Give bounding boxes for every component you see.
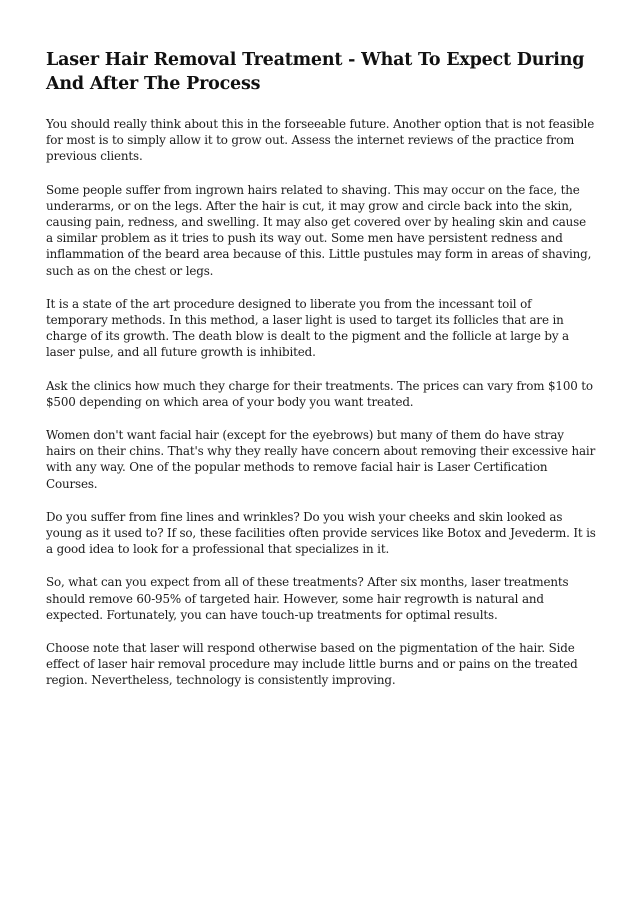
document-page [46,48,596,706]
paragraph: Some people suffer from ingrown hairs related to shaving. This may occur on the face, the underarms, or on the legs. After the hair is cut, it may grow and circle back into the skin, causing pain, redness, and swelling. It may also get covered over by healing skin and cause a similar problem as it tries to push its way out. Some men have persistent redness and inflammation of the beard area because of this. Little pustules may form in areas of shaving, such as on the chest or legs. [46,182,592,278]
paragraph: Choose note that laser will respond otherwise based on the pigmentation of the hair. Side effect of laser hair removal procedure may include little burns and or pains on the treated region. Nevertheless, technology is consistently improving. [46,641,578,688]
document-title: Laser Hair Removal Treatment - What To Expect During And After The Process [46,50,585,94]
paragraph: Do you suffer from fine lines and wrinkles? Do you wish your cheeks and skin looked as young as it used to? If so, these facilities often provide services like Botox and Jevederm. It is a good idea to look for a professional that specializes in it. [46,509,596,557]
paragraph: So, what can you expect from all of these treatments? After six months, laser treatments should remove 60-95% of targeted hair. However, some hair regrowth is natural and expected. Fortunately, you can have touch-up treatments for optimal results. [46,575,569,622]
paragraph: It is a state of the art procedure designed to liberate you from the incessant toil of temporary methods. In this method, a laser light is used to target its follicles that are in charge of its growth. The death blow is dealt to the pigment and the follicle at large by a laser pulse, and all future growth is inhibited. [46,296,569,360]
paragraph: Women don't want facial hair (except for the eyebrows) but many of them do have stray hairs on their chins. That's why they really have concern about removing their excessive hair with any way. One of the popular methods to remove facial hair is Laser Certification Courses. [46,428,596,491]
paragraph: You should really think about this in the forseeable future. Another option that is not feasible for most is to simply allow it to grow out. Assess the internet reviews of the practice from previous clients. [46,117,595,164]
paragraph: Ask the clinics how much they charge for their treatments. The prices can vary from $100 to $500 depending on which area of your body you want treated. [46,378,593,409]
